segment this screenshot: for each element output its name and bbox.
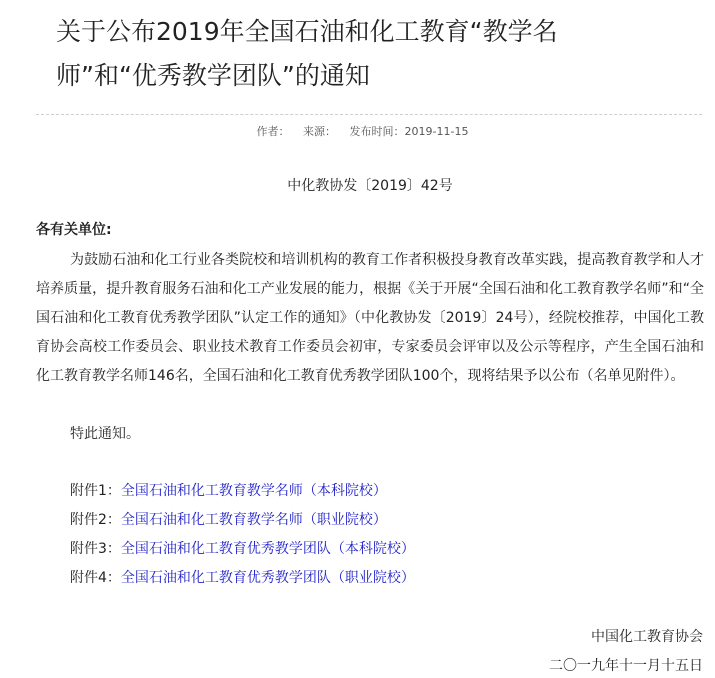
attachment-link-1[interactable]: 全国石油和化工教育教学名师（本科院校） — [120, 483, 387, 499]
source-label: 来源： — [303, 125, 337, 138]
article-meta — [0, 124, 715, 140]
attachment-label: 附件3： — [70, 541, 121, 557]
article-title: 关于公布2019年全国石油和化工教育“教学名师”和“优秀教学团队”的通知 — [56, 17, 558, 90]
body-paragraph: 为鼓励石油和化工行业各类院校和培训机构的教育工作者积极投身教育改革实践，提高教育教学和人才培养质量，提升教育服务石油和化工产业发展的能力，根据《关于开展“全国石油和化工教育教学名师”和“全国石油和化工教育优秀教学团队”认定工作的通知》（中化教协发〔2019〕24号），经院校推荐，中国化工教育协会高校工作委员会、职业技术教育工作委员会初审，专家委员会评审以及公示等程序，产生全国石油和化工教育教学名师146名，全国石油和化工教育优秀教学团队100个，现将结果予以公布（名单见附件）。 — [36, 252, 704, 384]
attachment-item — [70, 510, 415, 539]
publish-date-value: 2019-11-15 — [404, 125, 469, 138]
attachment-item — [70, 568, 415, 597]
signature-organization: 中国化工教育协会 — [591, 629, 703, 645]
attachment-label: 附件2： — [70, 512, 121, 528]
signature-date: 二〇一九年十一月十五日 — [549, 658, 703, 674]
attachment-item — [70, 481, 415, 510]
closing-notice: 特此通知。 — [70, 426, 140, 442]
attachment-label: 附件1： — [70, 483, 121, 499]
attachment-item — [70, 539, 415, 568]
author-label: 作者： — [256, 125, 290, 138]
document-number: 中化教协发〔2019〕42号 — [287, 178, 453, 194]
title-divider — [36, 114, 702, 115]
publish-date-label: 发布时间： — [349, 125, 405, 138]
attachment-link-2[interactable]: 全国石油和化工教育教学名师（职业院校） — [120, 512, 387, 528]
attachment-link-4[interactable]: 全国石油和化工教育优秀教学团队（职业院校） — [120, 570, 415, 586]
attachment-list — [70, 481, 415, 597]
publish-date — [350, 125, 469, 138]
attachment-link-3[interactable]: 全国石油和化工教育优秀教学团队（本科院校） — [120, 541, 415, 557]
attachment-label: 附件4： — [70, 570, 121, 586]
addressee: 各有关单位: — [36, 222, 112, 238]
